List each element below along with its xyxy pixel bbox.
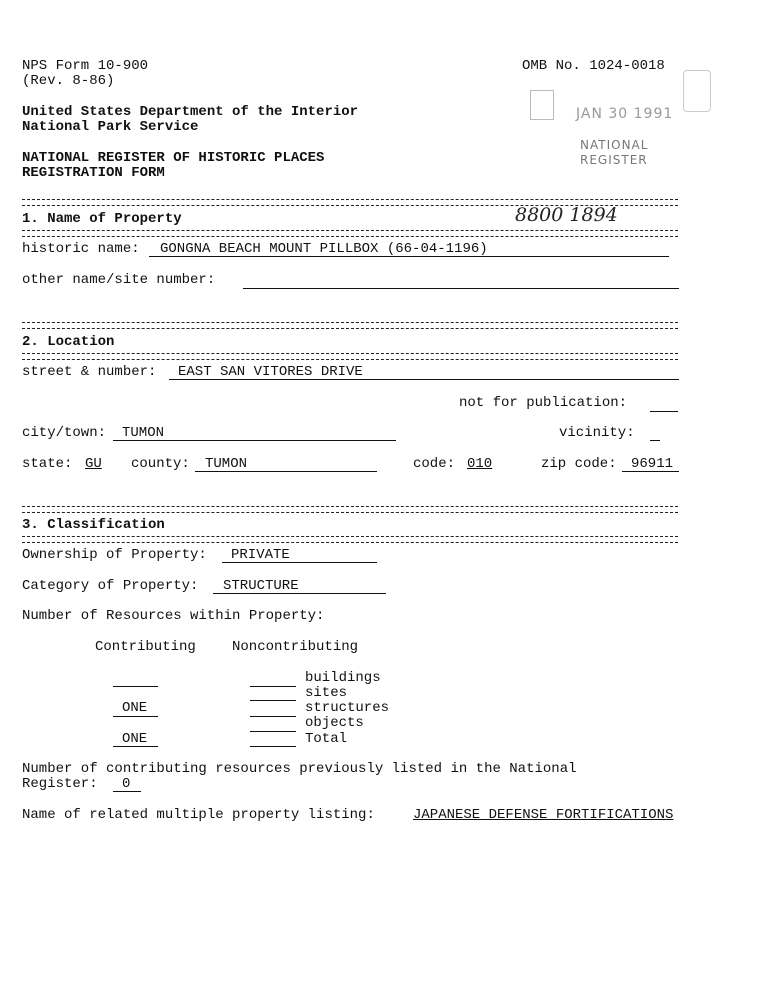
resource-type: structures bbox=[305, 700, 390, 716]
previously-listed-line bbox=[113, 791, 141, 792]
street-label: street & number: bbox=[22, 364, 157, 380]
section-divider bbox=[22, 353, 678, 360]
category-label: Category of Property: bbox=[22, 578, 199, 594]
contributing-blank bbox=[113, 686, 158, 687]
handwritten-reference: 8800 1894 bbox=[515, 204, 618, 226]
ownership-line bbox=[222, 562, 377, 563]
resources-label: Number of Resources within Property: bbox=[22, 608, 325, 624]
county-value: TUMON bbox=[205, 456, 248, 472]
service-name: National Park Service bbox=[22, 119, 199, 135]
section-divider bbox=[22, 322, 678, 329]
form-number: NPS Form 10-900 bbox=[22, 58, 149, 74]
county-line bbox=[195, 471, 377, 472]
code-label: code: bbox=[413, 456, 456, 472]
resource-type: sites bbox=[305, 685, 348, 701]
city-value: TUMON bbox=[122, 425, 165, 441]
zip-value: 96911 bbox=[631, 456, 674, 472]
register-title: NATIONAL REGISTER OF HISTORIC PLACES bbox=[22, 150, 325, 166]
ownership-value: PRIVATE bbox=[231, 547, 290, 563]
received-stamp bbox=[528, 70, 713, 175]
omb-number: OMB No. 1024-0018 bbox=[522, 58, 665, 74]
section-2-heading: 2. Location bbox=[22, 334, 115, 350]
previously-listed-line-1: Number of contributing resources previously listed in the National bbox=[22, 761, 577, 777]
historic-name-label: historic name: bbox=[22, 241, 140, 257]
other-name-line bbox=[243, 288, 679, 289]
department-name: United States Department of the Interior bbox=[22, 104, 359, 120]
city-line bbox=[113, 440, 396, 441]
street-line bbox=[169, 379, 679, 380]
ownership-label: Ownership of Property: bbox=[22, 547, 207, 563]
previously-listed-line-2: Register: bbox=[22, 776, 98, 792]
form-title: REGISTRATION FORM bbox=[22, 165, 165, 181]
stamp-line-2: REGISTER bbox=[580, 153, 648, 167]
section-3-heading: 3. Classification bbox=[22, 517, 165, 533]
category-line bbox=[213, 593, 386, 594]
street-value: EAST SAN VITORES DRIVE bbox=[178, 364, 363, 380]
stamp-box bbox=[530, 90, 554, 120]
previously-listed-value: 0 bbox=[122, 776, 131, 792]
resource-type: objects bbox=[305, 715, 364, 731]
stamp-box-right bbox=[683, 70, 711, 112]
section-divider bbox=[22, 506, 678, 513]
city-label: city/town: bbox=[22, 425, 107, 441]
contributing-count: ONE bbox=[122, 731, 148, 747]
form-revision: (Rev. 8-86) bbox=[22, 73, 115, 89]
state-label: state: bbox=[22, 456, 73, 472]
zip-line bbox=[622, 471, 679, 472]
noncontributing-blank bbox=[250, 686, 296, 687]
contributing-count: ONE bbox=[122, 700, 148, 716]
noncontributing-blank bbox=[250, 700, 296, 701]
contributing-blank bbox=[113, 716, 158, 717]
noncontributing-blank bbox=[250, 716, 296, 717]
section-1-heading: 1. Name of Property bbox=[22, 211, 182, 227]
county-label: county: bbox=[131, 456, 190, 472]
resource-type: Total bbox=[305, 731, 348, 747]
other-name-label: other name/site number: bbox=[22, 272, 216, 288]
section-divider bbox=[22, 230, 678, 237]
resource-type: buildings bbox=[305, 670, 381, 686]
noncontributing-blank bbox=[250, 731, 296, 732]
multiple-property-label: Name of related multiple property listing: bbox=[22, 807, 375, 823]
contributing-column-header: Contributing bbox=[95, 639, 196, 655]
code-value: 010 bbox=[467, 456, 493, 472]
noncontributing-blank bbox=[250, 746, 296, 747]
state-value: GU bbox=[85, 456, 102, 472]
noncontributing-column-header: Noncontributing bbox=[232, 639, 359, 655]
stamp-line-1: NATIONAL bbox=[580, 138, 649, 152]
stamp-date: JAN 30 1991 bbox=[576, 106, 674, 122]
not-for-publication-line bbox=[650, 411, 678, 412]
section-divider bbox=[22, 536, 678, 543]
not-for-publication-label: not for publication: bbox=[459, 395, 628, 411]
multiple-property-value: JAPANESE DEFENSE FORTIFICATIONS bbox=[413, 807, 674, 823]
vicinity-label: vicinity: bbox=[559, 425, 635, 441]
vicinity-line bbox=[650, 440, 660, 441]
historic-name-line bbox=[149, 256, 669, 257]
category-value: STRUCTURE bbox=[223, 578, 299, 594]
zip-label: zip code: bbox=[541, 456, 617, 472]
historic-name-value: GONGNA BEACH MOUNT PILLBOX (66-04-1196) bbox=[160, 241, 488, 257]
